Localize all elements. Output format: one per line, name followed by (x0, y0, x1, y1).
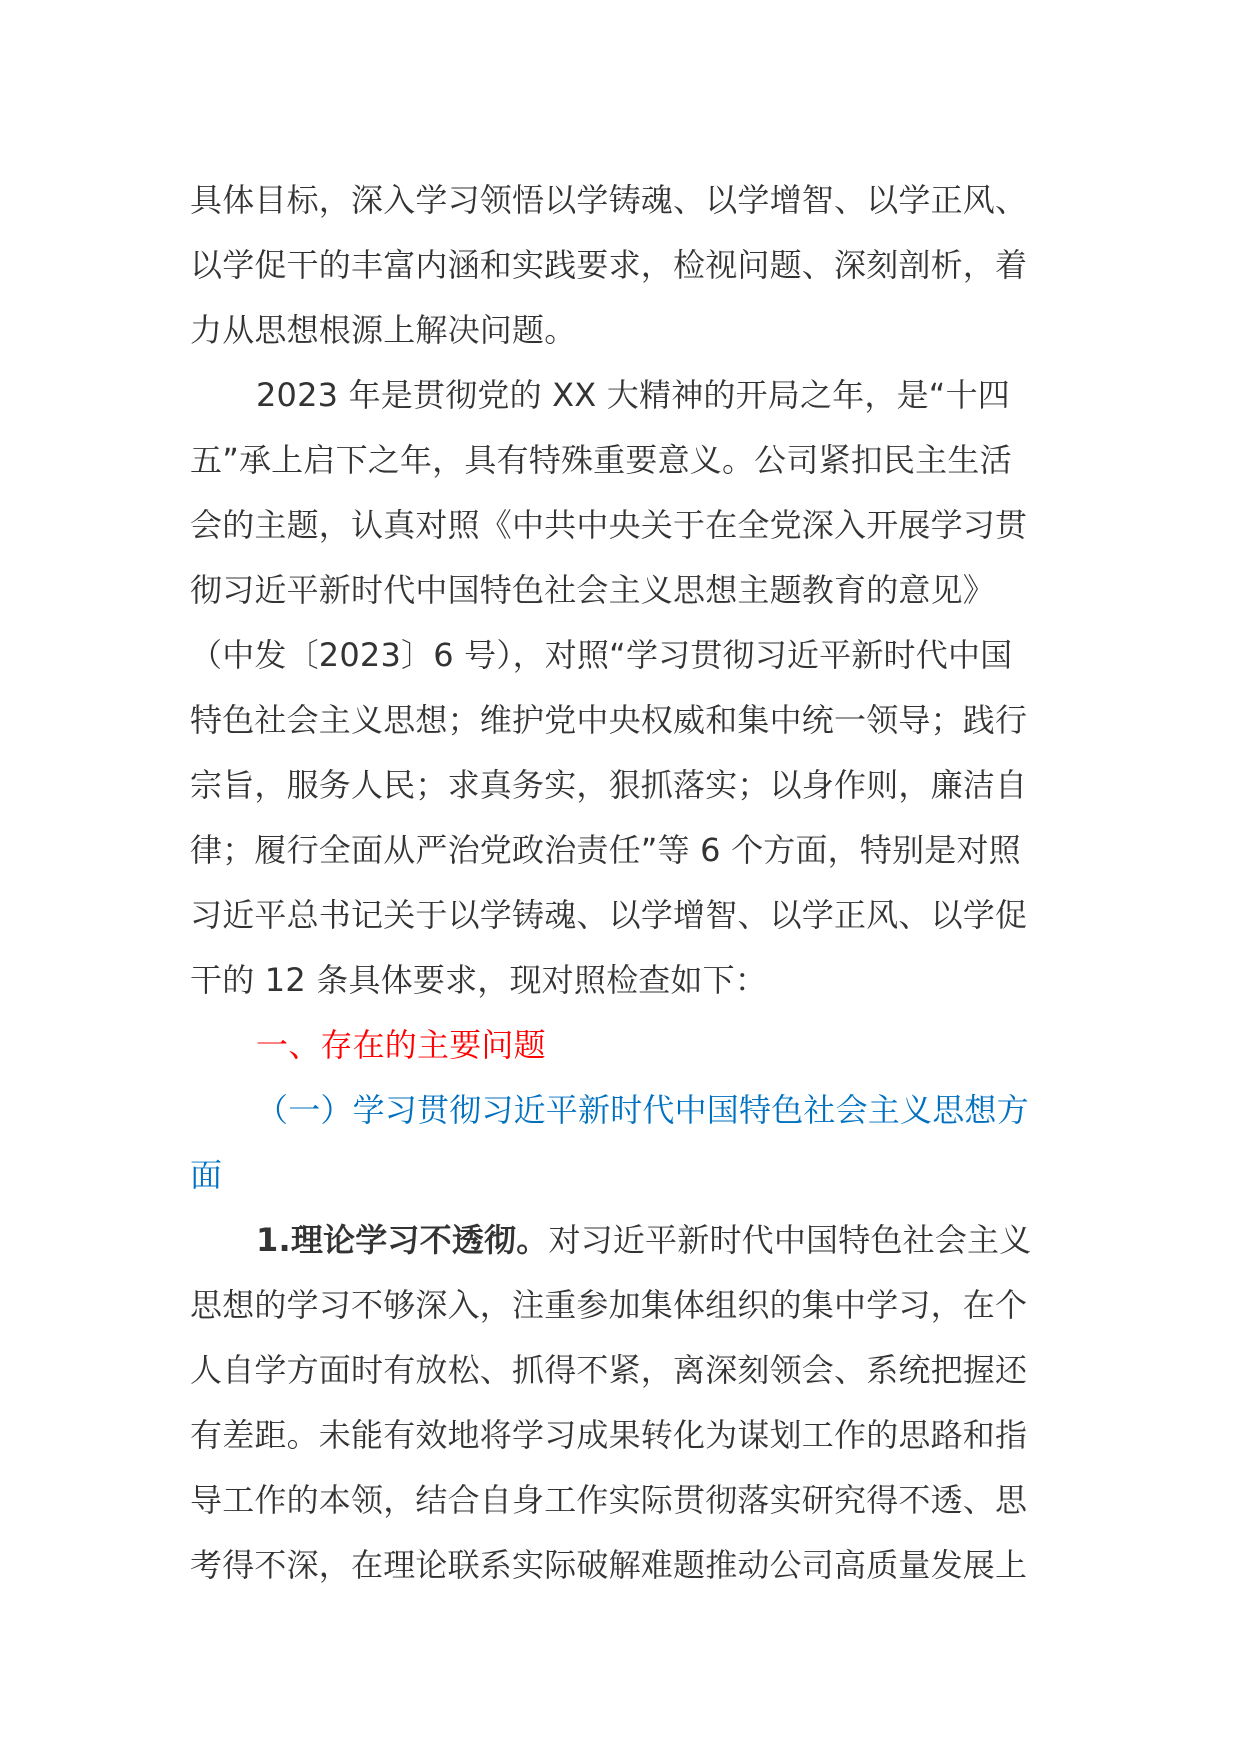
context-paragraph (190, 363, 1045, 1013)
item-title: 1.理论学习不透彻。 (256, 1221, 549, 1259)
document-page (190, 168, 1045, 1598)
paragraph-line: 彻习近平新时代中国特色社会主义思想主题教育的意见》 (190, 571, 996, 609)
paragraph-line: 具体目标，深入学习领悟以学铸魂、以学增智、以学正风、 (190, 181, 1028, 219)
paragraph-line: 导工作的本领，结合自身工作实际贯彻落实研究得不透、思 (190, 1481, 1028, 1519)
subsection-heading-line: 面 (190, 1156, 223, 1194)
paragraph-line: 考得不深，在理论联系实际破解难题推动公司高质量发展上 (190, 1546, 1028, 1584)
paragraph-line: 干的 12 条具体要求，现对照检查如下： (190, 961, 768, 999)
subsection-heading-line: （一）学习贯彻习近平新时代中国特色社会主义思想方 (256, 1091, 1029, 1129)
paragraph-line: 2023 年是贯彻党的 XX 大精神的开局之年，是“十四 (256, 376, 1010, 414)
paragraph-line: 律；履行全面从严治党政治责任”等 6 个方面，特别是对照 (190, 831, 1021, 869)
paragraph-line: 力从思想根源上解决问题。 (190, 311, 577, 349)
item-1-paragraph (190, 1208, 1045, 1598)
paragraph-line: （中发〔2023〕6 号），对照“学习贯彻习近平新时代中国 (190, 636, 1013, 674)
paragraph-line: 会的主题，认真对照《中共中央关于在全党深入开展学习贯 (190, 506, 1028, 544)
paragraph-line: 宗旨，服务人民；求真务实，狠抓落实；以身作则，廉洁自 (190, 766, 1028, 804)
paragraph-line: 特色社会主义思想；维护党中央权威和集中统一领导；践行 (190, 701, 1028, 739)
item-text: 对习近平新时代中国特色社会主义 (548, 1221, 1032, 1259)
paragraph-line: 习近平总书记关于以学铸魂、以学增智、以学正风、以学促 (190, 896, 1028, 934)
paragraph-line: 以学促干的丰富内涵和实践要求，检视问题、深刻剖析，着 (190, 246, 1028, 284)
paragraph-line: 有差距。未能有效地将学习成果转化为谋划工作的思路和指 (190, 1416, 1028, 1454)
intro-paragraph (190, 168, 1045, 363)
subsection-heading (190, 1078, 1045, 1208)
paragraph-line: 五”承上启下之年，具有特殊重要意义。公司紧扣民主生活 (190, 441, 1012, 479)
paragraph-line: 思想的学习不够深入，注重参加集体组织的集中学习，在个 (190, 1286, 1028, 1324)
item-first-line (190, 1208, 1045, 1273)
section-heading: 一、存在的主要问题 (256, 1026, 546, 1064)
paragraph-line: 人自学方面时有放松、抓得不紧，离深刻领会、系统把握还 (190, 1351, 1028, 1389)
